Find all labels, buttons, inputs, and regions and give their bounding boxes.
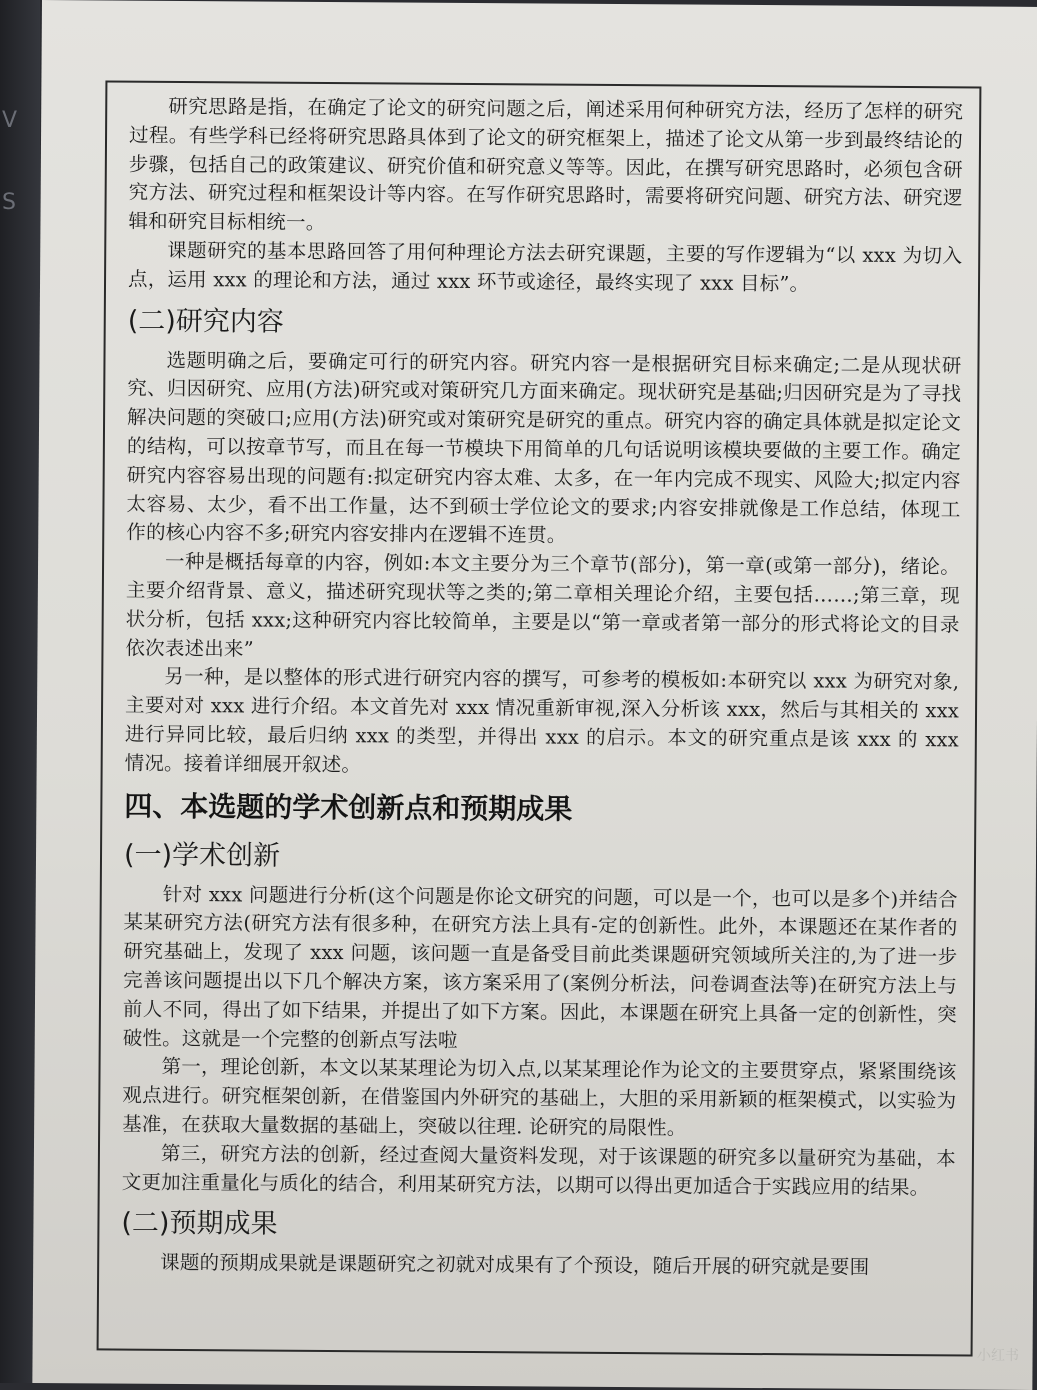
content-paragraph-2: 一种是概括每章的内容，例如:本文主要分为三个章节(部分)，第一章(或第一部分)，绪论。主要介绍背景、意义，描述研究现状等之类的;第二章相关理论介绍，主要包括……;第三章，现状分析，包括 xxx;这种研究内容比较简单，主要是以“第一章或者第一部分的形式将论文的目录依次表述出来” — [125, 550, 961, 661]
edge-glyph: S — [2, 190, 16, 215]
intro-paragraph-2: 课题研究的基本思路回答了用何种理论方法去研究课题，主要的写作逻辑为“以 xxx 为切入点，运用 xxx 的理论和方法，通过 xxx 环节或途径，最终实现了 xxx 目标”。 — [127, 238, 963, 296]
heading-research-content: (二)研究内容 — [127, 305, 284, 338]
heading-expected-outcome: (二)预期成果 — [121, 1207, 278, 1240]
heading-academic-innovation: (一)学术创新 — [123, 839, 281, 872]
innovation-paragraph-3: 第三，研究方法的创新，经过查阅大量资料发现，对于该课题的研究多以量研究为基础，本文更加注重量化与质化的结合，利用某研究方法，以期可以得出更加适合于实践应用的结果。 — [121, 1141, 957, 1199]
edge-glyph: V — [2, 108, 18, 133]
content-paragraph-3: 另一种，是以整体的形式进行研究内容的撰写，可参考的模板如:本研究以 xxx 为研究对象,主要对对 xxx 进行介绍。本文首先对 xxx 情况重新审视,深入分析该 xxx，然后与其相关的 xxx 进行异同比较，最后归纳 xxx 的类型，并得出 xxx 的启示。本文的研究重点是该 xxx 的 xxx 情况。接着详细展开叙述。 — [124, 665, 960, 776]
content-paragraph-1: 选题明确之后，要确定可行的研究内容。研究内容一是根据研究目标来确定;二是从现状研究、归因研究、应用(方法)研究或对策研究几方面来确定。现状研究是基础;归因研究是为了寻找解决问题的突破口;应用(方法)研究或对策研究是研究的重点。研究内容的确定具体就是拟定论文的结构，可以按章节写，而且在每一节模块下用简单的几句话说明该模块要做的主要工作。确定研究内容容易出现的问题有:拟定研究内容太难、太多，在一年内完成不现实、风险大;拟定内容太容易、太少，看不出工作量，达不到硕士学位论文的要求;内容安排就像是工作总结，体现工作的核心内容不多;研究内容安排内在逻辑不连贯。 — [126, 348, 962, 548]
innovation-paragraph-1: 针对 xxx 问题进行分析(这个问题是你论文研究的问题，可以是一个，也可以是多个)并结合某某研究方法(研究方法有很多种，在研究方法上具有-定的创新性。此外，本课题还在某作者的研究基础上，发现了 xxx 问题，该问题一直是备受目前此类课题研究领域所关注的,为了进一步完善该问题提出以下几个解决方案，该方案采用了(案例分析法，问卷调查法等)在研究方法上与前人不同，得出了如下结果，并提出了如下方案。因此，本课题在研究上具备一定的创新性，突破性。这就是一个完整的创新点写法啦 — [122, 882, 958, 1052]
watermark: 小红书 — [977, 1348, 1019, 1364]
innovation-paragraph-2: 第一，理论创新，本文以某某理论为切入点,以某某理论作为论文的主要贯穿点，紧紧围绕该观点进行。研究框架创新，在借鉴国内外研究的基础上，大胆的采用新颖的框架模式，以实验为基准，在获取大量数据的基础上，突破以往理. 论研究的局限性。 — [122, 1055, 957, 1140]
intro-paragraph-1: 研究思路是指，在确定了论文的研究问题之后，阐述采用何种研究方法，经历了怎样的研究过程。有些学科已经将研究思路具体到了论文的研究框架上，描述了论文从第一步到最终结论的步骤，包括自己的政策建议、研究价值和研究意义等等。因此，在撰写研究思路时，必须包含研究方法、研究过程和框架设计等内容。在写作研究思路时，需要将研究问题、研究方法、研究逻辑和研究目标相统一。 — [128, 94, 964, 235]
section-four-title: 四、本选题的学术创新点和预期成果 — [124, 789, 573, 826]
paper-sheet — [32, 0, 1037, 1390]
document-frame — [97, 80, 982, 1356]
outcome-paragraph: 课题的预期成果就是课题研究之初就对成果有了个预设，随后开展的研究就是要围 — [160, 1251, 870, 1280]
